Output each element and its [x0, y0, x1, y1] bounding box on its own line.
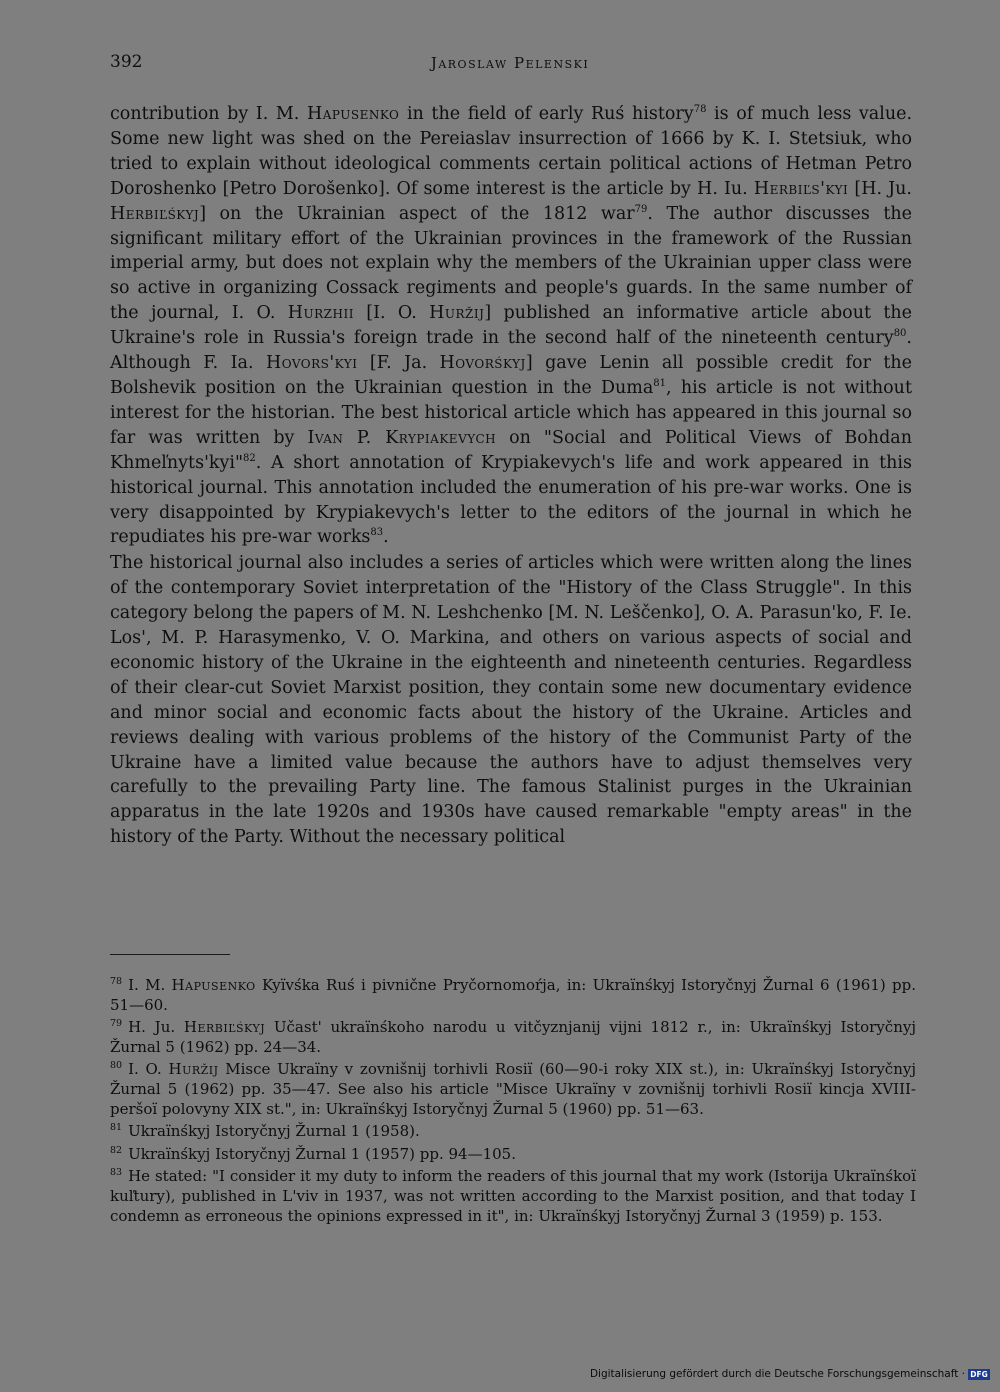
- footnote-reference: 80: [110, 1060, 123, 1072]
- text-run: , his article is not without interest for the historian. The best historical article which has appeared in this journal so far was written by: [110, 377, 912, 448]
- paragraph: [110, 551, 912, 850]
- footnote-reference: 81: [653, 378, 667, 390]
- body-text: [110, 102, 912, 850]
- text-run: [H. Ju.: [848, 178, 912, 199]
- footnote-reference: 80: [893, 328, 907, 340]
- author-name: Herbiľśkyj: [110, 203, 200, 224]
- text-run: . The author discusses the significant military effort of the Ukrainian provinces in the framework of the Russian imperial army, but does not explain why the members of the Ukrainian upper class were so active in organizing Cossack regiments and people's guards. In the same number of the journal, I. O.: [110, 203, 912, 324]
- author-name: Herbiľśkyj: [183, 1018, 266, 1037]
- text-run: .: [383, 527, 389, 548]
- text-run: [F. Ja.: [357, 353, 440, 374]
- footnote: [110, 1145, 916, 1165]
- footnote-reference: 83: [370, 527, 384, 539]
- author-name: Ivan P. Krypiakevych: [307, 427, 497, 448]
- paragraph: [110, 102, 912, 550]
- footnote-reference: 82: [110, 1144, 123, 1156]
- footnote-separator: [110, 954, 230, 955]
- text-run: H. Ju.: [128, 1018, 184, 1037]
- author-name: Hapusenko: [171, 976, 256, 994]
- text-run: Kyïvśka Ruś i pivnične Pryčornomoŕja, in: Ukraïnśkyj Istoryčnyj Žurnal 6 (1961) pp. 51—60.: [110, 976, 916, 1014]
- footnotes: [110, 976, 916, 1229]
- footnote: [110, 1122, 916, 1142]
- author-name: Hovorśkyj: [439, 353, 526, 374]
- text-run: Ukraïnśkyj Istoryčnyj Žurnal 1 (1958).: [128, 1122, 420, 1141]
- author-name: Hurzhii: [287, 303, 354, 324]
- footnote-reference: 78: [693, 104, 707, 116]
- footnote-reference: 79: [110, 1018, 123, 1030]
- text-run: Ukraïnśkyj Istoryčnyj Žurnal 1 (1957) pp. 94—105.: [128, 1144, 516, 1163]
- text-run: is of much less value. Some new light was shed on the Pereiaslav insurrection of 1666 by K. I. Stetsiuk, who tried to explain without ideological comments certain political actions of Hetman Petro Doroshenko [Petro Dorošenko]. Of some interest is the article by H. Iu.: [110, 104, 913, 199]
- page-number: 392: [110, 52, 143, 72]
- footnote: [110, 976, 916, 1015]
- digitization-text: Digitalisierung gefördert durch die Deutsche Forschungsgemeinschaft ·: [589, 1368, 965, 1380]
- text-run: contribution by I. M.: [110, 104, 307, 124]
- footnote: [110, 1060, 916, 1119]
- footnote-reference: 79: [634, 203, 648, 215]
- dfg-logo-icon: DFG: [968, 1369, 990, 1380]
- page-header: [110, 52, 910, 76]
- footnote-reference: 82: [243, 452, 256, 464]
- text-run: . A short annotation of Krypiakevych's life and work appeared in this historical journal. This annotation included the enumeration of his pre-war works. One is very disappointed by Krypiakevych's letter to the editors of the journal in which he repudiates his pre-war works: [110, 452, 912, 548]
- author-name: Hovors'kyi: [265, 353, 358, 374]
- text-run: Učast' ukraïnśkoho narodu u vitčyznjanij vijni 1812 r., in: Ukraïnśkyj Istoryčnyj Žurnal 5 (1962) pp. 24—34.: [110, 1018, 916, 1056]
- author-name: Hapusenko: [306, 104, 400, 124]
- digitization-note: [590, 1368, 990, 1380]
- text-run: He stated: "I consider it my duty to inform the readers of this journal that my work (Istorija Ukraïnśkoï kuľtury), published in L'viv in 1937, was not written according to the Marxist position, and that today I condemn as erroneous the opinions expressed in it", in: Ukraïnśkyj Istoryčnyj Žurnal 3 (1959) p. 153.: [110, 1167, 916, 1225]
- footnote-reference: 83: [110, 1167, 123, 1179]
- author-name: Huržij: [429, 303, 485, 324]
- text-run: ] on the Ukrainian aspect of the 1812 war: [199, 203, 635, 224]
- text-run: The historical journal also includes a series of articles which were written along the lines of the contemporary Soviet interpretation of the "History of the Class Struggle". In this category belong the papers of M. N. Leshchenko [M. N. Leščenko], O. A. Parasun'ko, F. Ie. Los', M. P. Harasymenko, V. O. Markina, and others on various aspects of social and economic history of the Ukraine in the eighteenth and nineteenth centuries. Regardless of their clear-cut Soviet Marxist position, they contain some new documentary evidence and minor social and economic facts about the history of the Ukraine. Articles and reviews dealing with various problems of the history of the Communist Party of the Ukraine have a limited value because the authors have to adjust themselves very carefully to the prevailing Party line. The famous Stalinist purges in the Ukrainian apparatus in the late 1920s and 1930s have caused remarkable "empty areas" in the history of the Party. Without the necessary political: [110, 553, 912, 848]
- text-run: on "Social and Political Views of Bohdan Khmeľnyts'kyi": [110, 427, 912, 473]
- running-head: Jaroslaw Pelenski: [430, 54, 590, 72]
- footnote: [110, 1018, 916, 1057]
- text-run: ] gave Lenin all possible credit for the Bolshevik position on the Ukrainian question in the Duma: [110, 353, 912, 398]
- author-name: Herbiľs'kyi: [753, 178, 849, 199]
- text-run: ] published an informative article about the Ukraine's role in Russia's foreign trade in the second half of the nineteenth century: [110, 303, 912, 349]
- footnote-reference: 81: [110, 1122, 123, 1134]
- footnote-reference: 78: [110, 976, 123, 987]
- footnote: [110, 1167, 916, 1226]
- text-run: [I. O.: [353, 303, 430, 324]
- text-run: Misce Ukraïny v zovnišnij torhivli Rosiï (60—90-i roky XIX st.), in: Ukraïnśkyj Istoryčnyj Žurnal 5 (1962) pp. 35—47. See also his article "Misce Ukraïny v zovnišnij torhivli Rosiï kincja XVIII-peršoï polovyny XIX st.", in: Ukraïnśkyj Istoryčnyj Žurnal 5 (1960) pp. 51—63.: [110, 1060, 916, 1118]
- text-run: I. M.: [128, 976, 172, 994]
- text-run: . Although F. Ia.: [110, 328, 912, 374]
- text-run: in the field of early Ruś history: [399, 104, 694, 124]
- text-run: I. O.: [128, 1060, 169, 1079]
- author-name: Huržij: [168, 1060, 219, 1079]
